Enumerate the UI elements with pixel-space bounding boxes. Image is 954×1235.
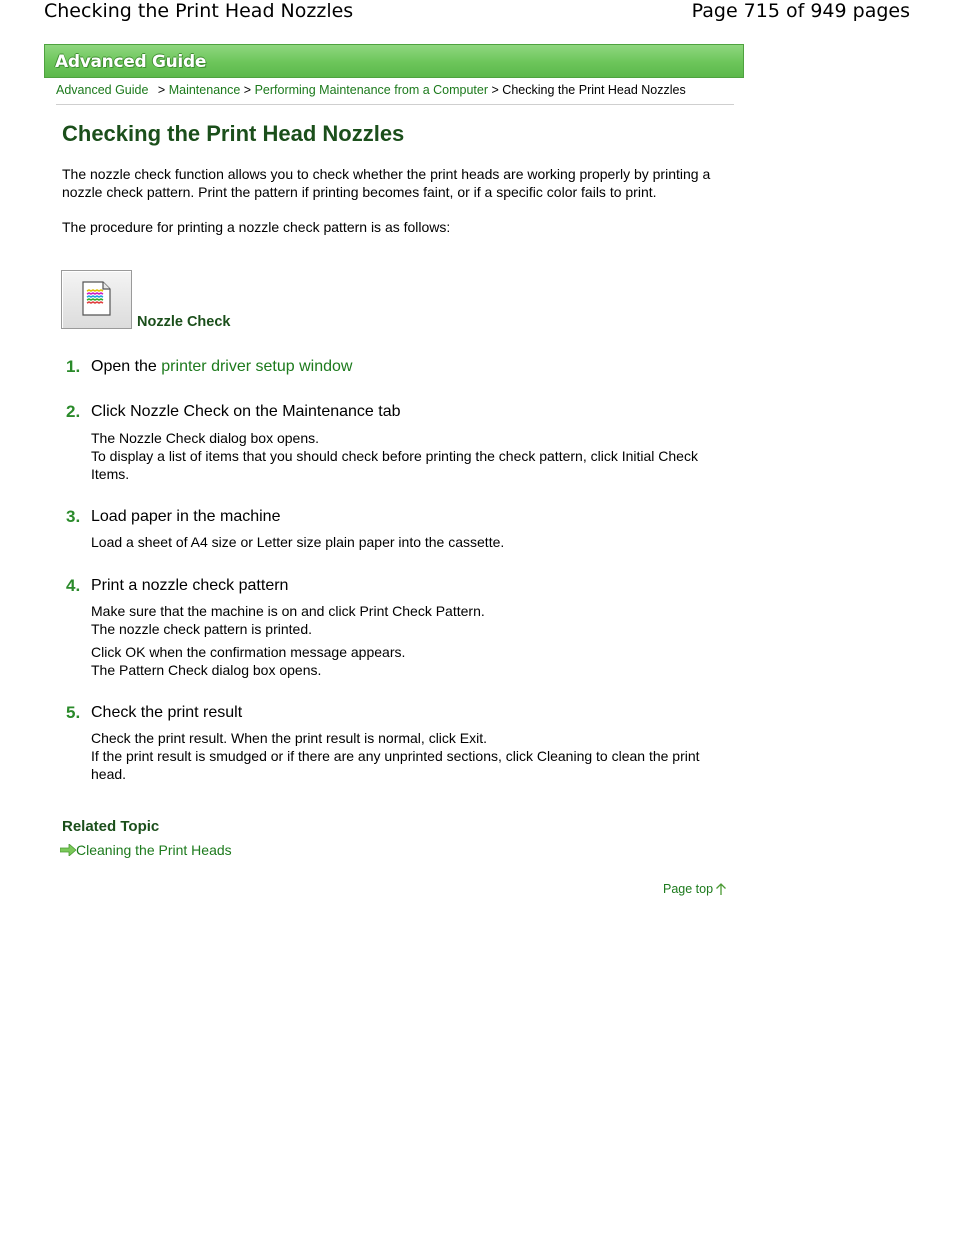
related-topic-link[interactable] (60, 842, 232, 858)
step-number: 2. (66, 402, 81, 421)
related-topic-link-label[interactable]: Cleaning the Print Heads (76, 842, 232, 858)
printer-driver-setup-link[interactable]: printer driver setup window (161, 358, 353, 375)
advanced-guide-banner (44, 44, 744, 78)
green-arrow-icon (60, 844, 76, 856)
breadcrumb-separator: > (243, 83, 252, 97)
step-text: Check the print result. When the print result is normal, click Exit. (91, 730, 488, 746)
breadcrumb-current: Checking the Print Head Nozzles (502, 83, 686, 97)
page-header (0, 0, 954, 26)
nozzle-check-icon-button (61, 270, 132, 329)
step-text: If the print result is smudged or if there are any unprinted sections, click Cleaning to clean the print head. (91, 748, 700, 782)
page-top-arrow-icon (715, 882, 727, 896)
advanced-guide-label: Advanced Guide (55, 52, 207, 72)
step-text: The Pattern Check dialog box opens. (91, 662, 322, 678)
page-title: Checking the Print Head Nozzles (62, 121, 405, 146)
step-title-text: Open the (91, 358, 162, 375)
page-top-label[interactable]: Page top (663, 882, 714, 896)
step-number: 5. (66, 703, 81, 722)
breadcrumb-advanced-guide[interactable]: Advanced Guide (56, 83, 149, 97)
intro-paragraph: The nozzle check function allows you to check whether the print heads are working properly by printing a nozzle check pattern. Print the pattern if printing becomes faint, or if a specific color fails to print. (62, 166, 711, 200)
step-title: Load paper in the machine (91, 508, 281, 525)
step-title (91, 358, 352, 376)
step-title: Print a nozzle check pattern (91, 577, 289, 594)
document-title: Checking the Print Head Nozzles (44, 0, 354, 22)
step-title: Click Nozzle Check on the Maintenance tab (91, 403, 401, 420)
page-count: Page 715 of 949 pages (691, 0, 910, 22)
nozzle-check-label: Nozzle Check (137, 314, 231, 330)
step-text: Make sure that the machine is on and click Print Check Pattern. (91, 603, 485, 619)
step-number: 1. (66, 357, 81, 376)
header-divider (56, 104, 734, 105)
step-text: The Nozzle Check dialog box opens. (91, 430, 320, 446)
step-title: Check the print result (91, 704, 243, 721)
step-text: Load a sheet of A4 size or Letter size plain paper into the cassette. (91, 534, 505, 550)
procedure-paragraph: The procedure for printing a nozzle check pattern is as follows: (62, 219, 451, 235)
related-topic-heading: Related Topic (62, 818, 160, 835)
step-text: To display a list of items that you should check before printing the check pattern, click Initial Check Items. (91, 448, 698, 482)
breadcrumb-maintenance[interactable]: Maintenance (168, 83, 241, 97)
breadcrumb-separator: > (491, 83, 499, 97)
step-text: Click OK when the confirmation message appears. (91, 644, 406, 660)
step-number: 3. (66, 507, 81, 526)
page-top-link[interactable] (663, 882, 727, 896)
nozzle-check-document-icon (81, 281, 113, 317)
step-text: The nozzle check pattern is printed. (91, 621, 313, 637)
breadcrumb-separator: > (157, 83, 166, 97)
step-number: 4. (66, 576, 81, 595)
breadcrumb (56, 83, 686, 97)
breadcrumb-performing-maintenance[interactable]: Performing Maintenance from a Computer (254, 83, 489, 97)
